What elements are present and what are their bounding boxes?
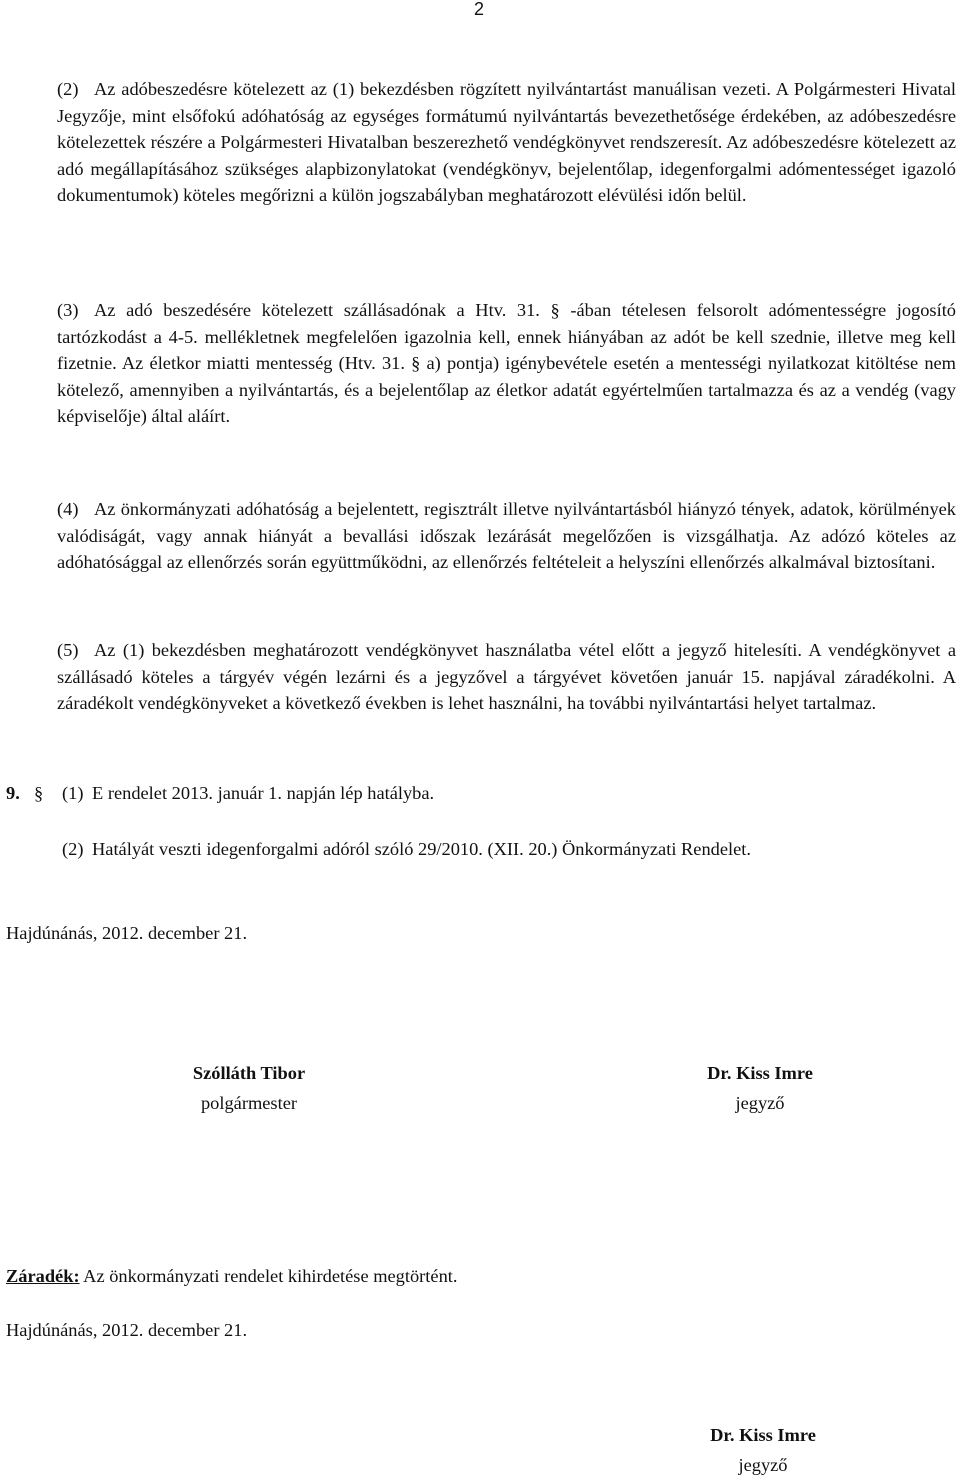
clause — [6, 1263, 457, 1290]
paragraph-text: Az adóbeszedésre kötelezett az (1) bekezdésben rögzített nyilvántartást manuálisan vezeti. A Polgármesteri Hivatal Jegyzője, mint elsőfokú adóhatóság az egységes formátumú nyilvántartás bevezethetősége érdekében, az adóbeszedésre kötelezettek részére a Polgármesteri Hivatalban beszerezhető vendégkönyvet rendszeresít. Az adóbeszedésre kötelezett az adó megállapításához szükséges alapbizonylatokat (vendégkönyv, bejelentőlap, idegenforgalmi adómentességet igazoló dokumentumok) köteles megőrizni a külön jogszabályban meghatározott elévülési időn belül. — [57, 79, 956, 205]
paragraph-number: (3) — [57, 300, 79, 320]
subsection-text: E rendelet 2013. január 1. napján lép hatályba. — [92, 783, 435, 803]
signer-title: jegyző — [738, 1455, 788, 1475]
signer-name: Dr. Kiss Imre — [710, 1425, 816, 1445]
signature-notary — [610, 1058, 910, 1118]
paragraph-number: (5) — [57, 640, 79, 660]
signer-name: Szólláth Tibor — [192, 1063, 306, 1083]
clause-label: Záradék: — [6, 1266, 80, 1286]
section-sign: § — [34, 783, 44, 803]
subsection-number: (1) — [62, 783, 84, 803]
section-number: 9. — [6, 783, 20, 803]
paragraph-text: Az önkormányzati adóhatóság a bejelentett, regisztrált illetve nyilvántartásból hiányzó tények, adatok, körülmények valódiságát, vagy annak hiányát a bevallási időszak lezárását megelőzően is vizsgálhatja. Az adózó köteles az adóhatósággal az ellenőrzés során együttműködni, az ellenőrzés feltételeit a helyszíni ellenőrzés alkalmával biztosítani. — [57, 499, 956, 572]
place-date: Hajdúnánás, 2012. december 21. — [6, 923, 248, 943]
signature-final — [613, 1420, 913, 1480]
section-9-subsection-1 — [62, 780, 956, 807]
signature-mayor — [99, 1058, 399, 1118]
paragraph-text: Az adó beszedésére kötelezett szállásadónak a Htv. 31. § -ában tételesen felsorolt adómentességre jogosító tartózkodást a 4-5. mellékletnek megfelelően igazolnia kell, ennek hiányában az adót be kell szednie, illetve meg kell fizetnie. Az életkor miatti mentesség (Htv. 31. § a) pontja) igénybevétele esetén a mentességi nyilatkozat kitöltése nem kötelező, amennyiben a nyilvántartás, és a bejelentőlap az életkor adatát egyértelműen tartalmazza és az a vendég (vagy képviselője) által aláírt. — [57, 300, 956, 426]
subsection-number: (2) — [62, 839, 84, 859]
paragraph-number: (2) — [57, 79, 79, 99]
paragraph-4 — [57, 496, 956, 576]
subsection-text: Hatályát veszti idegenforgalmi adóról szóló 29/2010. (XII. 20.) Önkormányzati Rendelet. — [92, 839, 751, 859]
paragraph-number: (4) — [57, 499, 79, 519]
paragraph-3 — [57, 297, 956, 430]
paragraph-text: Az (1) bekezdésben meghatározott vendégkönyvet használatba vétel előtt a jegyző hitelesíti. A vendégkönyvet a szállásadó köteles a tárgyév végén lezárni és a jegyzővel a tárgyévet követően január 15. napjával záradékolni. A záradékolt vendégkönyveket a következő években is lehet használni, ha további nyilvántartási helyet tartalmaz. — [57, 640, 956, 713]
clause-text: Az önkormányzati rendelet kihirdetése megtörtént. — [79, 1266, 458, 1286]
signer-title: jegyző — [735, 1093, 785, 1113]
signer-name: Dr. Kiss Imre — [707, 1063, 813, 1083]
section-9-subsection-2 — [62, 836, 956, 863]
place-date-2: Hajdúnánás, 2012. december 21. — [6, 1320, 248, 1340]
signer-title: polgármester — [200, 1093, 297, 1113]
paragraph-2 — [57, 76, 956, 209]
paragraph-5 — [57, 637, 956, 717]
